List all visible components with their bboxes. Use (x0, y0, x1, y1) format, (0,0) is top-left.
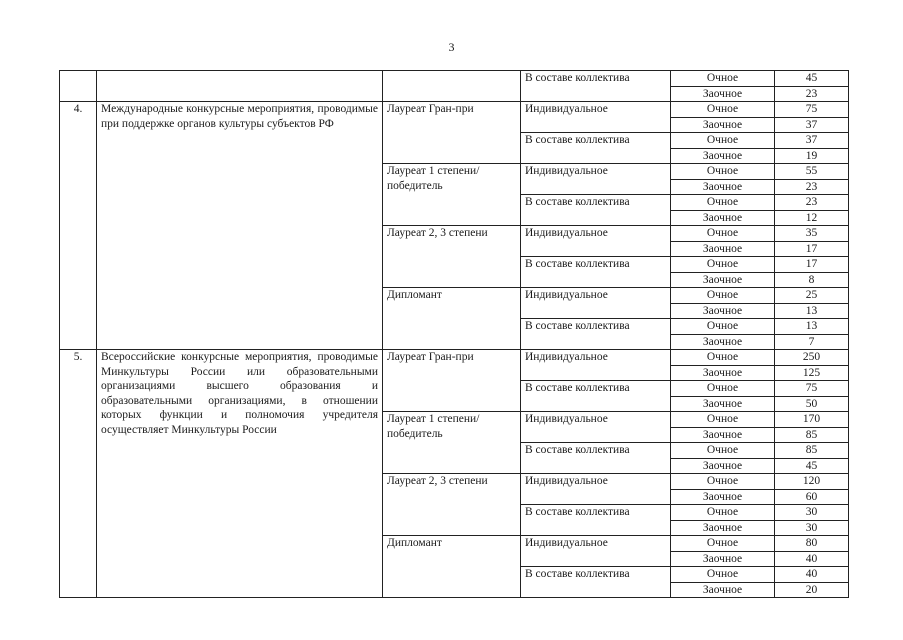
form-cell: Очное (671, 195, 775, 211)
status-label: Лауреат 1 степени/ победитель (383, 164, 521, 226)
form-cell: Заочное (671, 303, 775, 319)
form-cell: Заочное (671, 210, 775, 226)
value-cell: 19 (775, 148, 849, 164)
participation-label: В составе коллектива (521, 195, 671, 226)
value-cell: 85 (775, 443, 849, 459)
form-cell: Заочное (671, 427, 775, 443)
participation-cell: В составе коллектива (521, 71, 671, 102)
form-cell: Очное (671, 226, 775, 242)
form-cell: Заочное (671, 179, 775, 195)
status-cell (383, 71, 521, 102)
form-cell: Заочное (671, 489, 775, 505)
form-cell: Очное (671, 164, 775, 180)
value-cell: 7 (775, 334, 849, 350)
status-label: Лауреат Гран-при (383, 102, 521, 164)
event-description: Международные конкурсные мероприятия, проводимые при поддержке органов культуры субъектов РФ (97, 102, 383, 350)
value-cell: 17 (775, 257, 849, 273)
section-number: 5. (60, 350, 97, 598)
value-cell: 120 (775, 474, 849, 490)
participation-label: Индивидуальное (521, 102, 671, 133)
value-cell: 60 (775, 489, 849, 505)
event-cell (97, 71, 383, 102)
value-cell: 12 (775, 210, 849, 226)
form-cell: Заочное (671, 520, 775, 536)
form-cell: Заочное (671, 582, 775, 598)
table-row (60, 102, 849, 118)
participation-label: В составе коллектива (521, 133, 671, 164)
form-cell: Заочное (671, 551, 775, 567)
value-cell: 30 (775, 520, 849, 536)
value-cell: 20 (775, 582, 849, 598)
participation-label: В составе коллектива (521, 319, 671, 350)
participation-label: В составе коллектива (521, 567, 671, 598)
value-cell: 17 (775, 241, 849, 257)
value-cell: 23 (775, 179, 849, 195)
form-cell: Очное (671, 319, 775, 335)
value-cell: 40 (775, 567, 849, 583)
participation-label: Индивидуальное (521, 164, 671, 195)
value-cell: 13 (775, 319, 849, 335)
table-row (60, 350, 849, 366)
form-cell: Очное (671, 567, 775, 583)
table-body (60, 71, 849, 598)
value-cell: 37 (775, 117, 849, 133)
form-cell: Заочное (671, 458, 775, 474)
form-cell: Заочное (671, 396, 775, 412)
value-cell: 170 (775, 412, 849, 428)
participation-label: В составе коллектива (521, 257, 671, 288)
value-cell: 250 (775, 350, 849, 366)
status-label: Лауреат Гран-при (383, 350, 521, 412)
participation-label: Индивидуальное (521, 350, 671, 381)
form-cell: Очное (671, 536, 775, 552)
value-cell: 45 (775, 71, 849, 87)
participation-label: Индивидуальное (521, 288, 671, 319)
value-cell: 37 (775, 133, 849, 149)
value-cell: 55 (775, 164, 849, 180)
form-cell: Очное (671, 288, 775, 304)
form-cell: Заочное (671, 334, 775, 350)
form-cell: Очное (671, 412, 775, 428)
participation-label: Индивидуальное (521, 226, 671, 257)
section-number: 4. (60, 102, 97, 350)
participation-label: Индивидуальное (521, 474, 671, 505)
status-label: Дипломант (383, 288, 521, 350)
participation-label: Индивидуальное (521, 536, 671, 567)
form-cell: Очное (671, 505, 775, 521)
event-description: Всероссийские конкурсные мероприятия, проводимые Минкультуры России или образовательными организациями высшего образования и образовательными организациями, в отношении которых функции и полномочия учредителя осуществляет Минкультуры России (97, 350, 383, 598)
table-row (60, 71, 849, 87)
form-cell: Заочное (671, 148, 775, 164)
participation-label: В составе коллектива (521, 505, 671, 536)
status-label: Дипломант (383, 536, 521, 598)
value-cell: 80 (775, 536, 849, 552)
value-cell: 8 (775, 272, 849, 288)
status-label: Лауреат 2, 3 степени (383, 474, 521, 536)
value-cell: 125 (775, 365, 849, 381)
value-cell: 35 (775, 226, 849, 242)
participation-label: Индивидуальное (521, 412, 671, 443)
form-cell: Очное (671, 381, 775, 397)
participation-label: В составе коллектива (521, 381, 671, 412)
form-cell: Заочное (671, 117, 775, 133)
form-cell: Очное (671, 443, 775, 459)
value-cell: 13 (775, 303, 849, 319)
value-cell: 40 (775, 551, 849, 567)
value-cell: 23 (775, 195, 849, 211)
form-cell: Очное (671, 71, 775, 87)
status-label: Лауреат 2, 3 степени (383, 226, 521, 288)
form-cell: Очное (671, 474, 775, 490)
value-cell: 75 (775, 102, 849, 118)
page-number: 3 (448, 40, 455, 54)
form-cell: Очное (671, 350, 775, 366)
form-cell: Очное (671, 257, 775, 273)
number-cell (60, 71, 97, 102)
status-label: Лауреат 1 степени/ победитель (383, 412, 521, 474)
value-cell: 23 (775, 86, 849, 102)
value-cell: 25 (775, 288, 849, 304)
value-cell: 50 (775, 396, 849, 412)
payment-table (59, 70, 849, 598)
form-cell: Заочное (671, 241, 775, 257)
form-cell: Заочное (671, 86, 775, 102)
value-cell: 30 (775, 505, 849, 521)
participation-label: В составе коллектива (521, 443, 671, 474)
form-cell: Очное (671, 102, 775, 118)
value-cell: 85 (775, 427, 849, 443)
form-cell: Заочное (671, 365, 775, 381)
value-cell: 75 (775, 381, 849, 397)
form-cell: Заочное (671, 272, 775, 288)
form-cell: Очное (671, 133, 775, 149)
value-cell: 45 (775, 458, 849, 474)
